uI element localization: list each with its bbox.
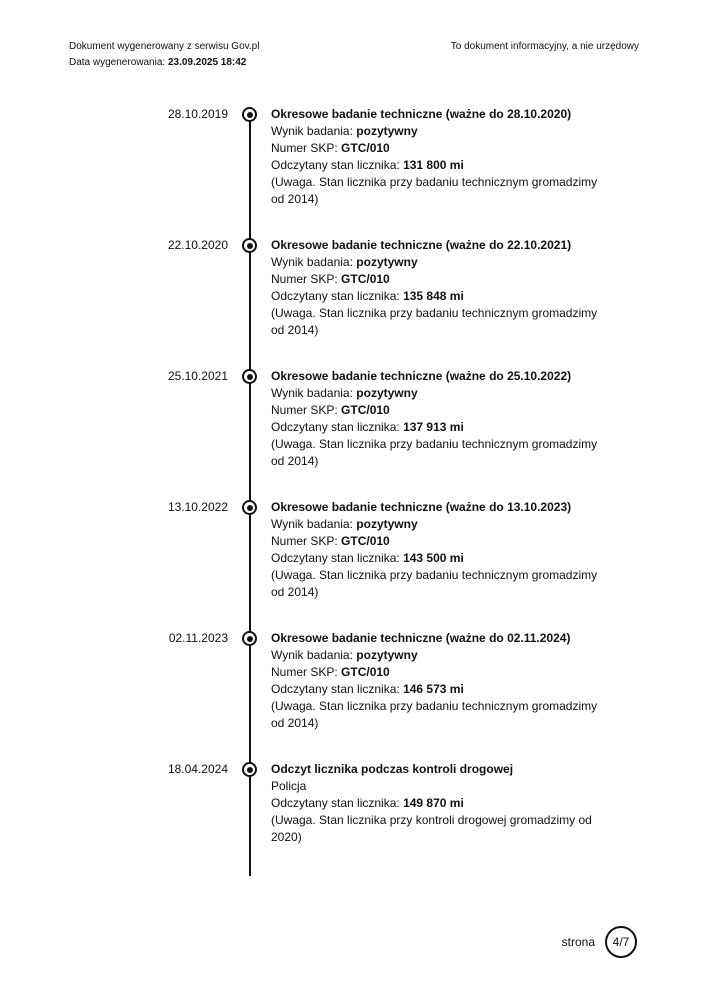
timeline-dot-icon: [242, 762, 257, 777]
entry-body: [271, 237, 611, 339]
entry-mileage-label: Odczytany stan licznika:: [271, 682, 404, 696]
entry-date: 02.11.2023: [168, 631, 228, 645]
entry-result-row: [271, 385, 611, 402]
entry-mileage-row: [271, 795, 611, 812]
entry-mileage-value: 131 800 mi: [403, 158, 464, 172]
timeline-dot-icon: [242, 107, 257, 122]
timeline-line: [249, 108, 251, 876]
entry-result-row: [271, 123, 611, 140]
entry-note: (Uwaga. Stan licznika przy badaniu technicznym gromadzimy od 2014): [271, 437, 598, 468]
entry-result-row: [271, 254, 611, 271]
entry-mileage-row: [271, 681, 611, 698]
entry-result-value: pozytywny: [356, 255, 418, 269]
entry-title: Okresowe badanie techniczne (ważne do 13.10.2023): [271, 500, 572, 514]
entry-result-label: Wynik badania:: [271, 386, 357, 400]
entry-skp-label: Numer SKP:: [271, 665, 342, 679]
page-label: strona: [561, 935, 595, 949]
entry-skp-value: GTC/010: [341, 272, 390, 286]
entry-note: (Uwaga. Stan licznika przy badaniu technicznym gromadzimy od 2014): [271, 699, 598, 730]
entry-result-label: Wynik badania:: [271, 648, 357, 662]
timeline-dot-icon: [242, 369, 257, 384]
entry-body: [271, 630, 611, 732]
entry-skp-row: [271, 533, 611, 550]
entry-result-label: Wynik badania:: [271, 517, 357, 531]
entry-date: 13.10.2022: [167, 500, 228, 514]
entry-skp-label: Numer SKP:: [271, 272, 342, 286]
entry-mileage-row: [271, 550, 611, 567]
page-footer: [562, 926, 637, 958]
entry-mileage-label: Odczytany stan licznika:: [271, 158, 404, 172]
generation-date-label: Data wygenerowania:: [69, 57, 168, 68]
entry-mileage-row: [271, 288, 611, 305]
document-header-left: [69, 39, 259, 71]
entry-mileage-label: Odczytany stan licznika:: [271, 551, 404, 565]
entry-skp-label: Numer SKP:: [271, 403, 342, 417]
entry-mileage-value: 137 913 mi: [403, 420, 464, 434]
entry-result-value: pozytywny: [356, 124, 418, 138]
entry-skp-label: Numer SKP:: [271, 534, 342, 548]
entry-skp-value: GTC/010: [341, 141, 390, 155]
timeline-dot-icon: [242, 631, 257, 646]
entry-date: 28.10.2019: [167, 107, 228, 121]
timeline-dot-icon: [242, 500, 257, 515]
document-disclaimer: To dokument informacyjny, a nie urzędowy: [450, 41, 639, 52]
entry-date: 25.10.2021: [167, 369, 228, 383]
entry-body: [271, 499, 611, 601]
entry-note: (Uwaga. Stan licznika przy badaniu technicznym gromadzimy od 2014): [271, 568, 598, 599]
generation-date-value: 23.09.2025 18:42: [167, 57, 247, 68]
source-text: Dokument wygenerowany z serwisu Gov.pl: [69, 41, 260, 52]
entry-skp-row: [271, 664, 611, 681]
entry-title: Okresowe badanie techniczne (ważne do 02.11.2024): [271, 631, 571, 645]
entry-result-value: pozytywny: [356, 517, 418, 531]
entry-mileage-value: 135 848 mi: [403, 289, 464, 303]
entry-date: 18.04.2024: [167, 762, 228, 776]
entry-result-value: pozytywny: [356, 648, 418, 662]
entry-skp-row: [271, 402, 611, 419]
entry-note: (Uwaga. Stan licznika przy badaniu technicznym gromadzimy od 2014): [271, 306, 598, 337]
page-number-badge: [605, 926, 637, 958]
entry-title: Okresowe badanie techniczne (ważne do 22.10.2021): [271, 238, 572, 252]
entry-result-label: Wynik badania:: [271, 124, 357, 138]
entry-skp-value: GTC/010: [341, 403, 390, 417]
entry-note: (Uwaga. Stan licznika przy badaniu technicznym gromadzimy od 2014): [271, 175, 598, 206]
entry-mileage-value: 146 573 mi: [403, 682, 464, 696]
entry-body: [271, 761, 611, 846]
entry-title: Okresowe badanie techniczne (ważne do 28.10.2020): [271, 107, 572, 121]
entry-title: Okresowe badanie techniczne (ważne do 25.10.2022): [271, 369, 572, 383]
entry-mileage-value: 143 500 mi: [403, 551, 464, 565]
entry-skp-row: [271, 271, 611, 288]
entry-mileage-label: Odczytany stan licznika:: [271, 289, 404, 303]
entry-mileage-label: Odczytany stan licznika:: [271, 420, 404, 434]
entry-mileage-row: [271, 157, 611, 174]
entry-mileage-label: Odczytany stan licznika:: [271, 796, 404, 810]
entry-skp-row: [271, 140, 611, 157]
entry-body: [271, 106, 611, 208]
entry-skp-label: Numer SKP:: [271, 141, 342, 155]
entry-body: [271, 368, 611, 470]
entry-note: (Uwaga. Stan licznika przy kontroli drogowej gromadzimy od 2020): [271, 813, 592, 844]
entry-result-value: pozytywny: [356, 386, 418, 400]
entry-skp-value: GTC/010: [341, 534, 390, 548]
entry-result-label: Wynik badania:: [271, 255, 357, 269]
entry-source: Policja: [271, 779, 307, 793]
entry-date: 22.10.2020: [167, 238, 228, 252]
generation-date-row: [69, 55, 259, 71]
entry-title: Odczyt licznika podczas kontroli drogowej: [271, 762, 514, 776]
entry-result-row: [271, 647, 611, 664]
page-number: 4/7: [612, 935, 630, 949]
entry-result-row: [271, 516, 611, 533]
entry-mileage-value: 149 870 mi: [403, 796, 464, 810]
entry-skp-value: GTC/010: [341, 665, 390, 679]
entry-mileage-row: [271, 419, 611, 436]
timeline-dot-icon: [242, 238, 257, 253]
